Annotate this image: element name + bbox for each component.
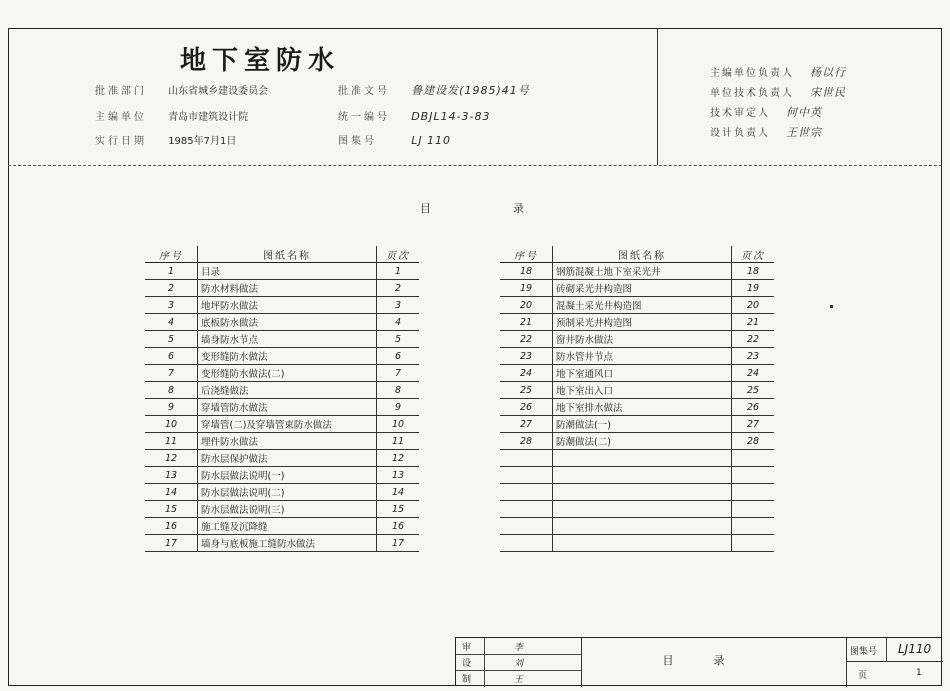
page-cell [846, 662, 943, 687]
toc-no: 28 [500, 433, 553, 450]
toc-no: 17 [145, 535, 198, 552]
toc-page: 16 [377, 518, 420, 535]
toc-page [732, 484, 775, 501]
toc-row [145, 484, 419, 501]
toc-row [145, 518, 419, 535]
toc-name [553, 535, 732, 552]
toc-no: 2 [145, 280, 198, 297]
toc-no: 3 [145, 297, 198, 314]
toc-page: 13 [377, 467, 420, 484]
info-value: 山东省城乡建设委员会 [168, 86, 269, 97]
toc-name: 防潮做法(二) [553, 433, 732, 450]
info-label: 批准文号 [338, 86, 390, 97]
toc-name [553, 484, 732, 501]
toc-name: 穿墙管(二)及穿墙管束防水做法 [198, 416, 377, 433]
toc-row [145, 535, 419, 552]
toc-name: 预制采光井构造图 [553, 314, 732, 331]
header-bottom-line [8, 165, 942, 166]
toc-name: 埋件防水做法 [198, 433, 377, 450]
toc-no: 16 [145, 518, 198, 535]
toc-page: 17 [377, 535, 420, 552]
atlas-label: 图集号 [850, 647, 878, 657]
toc-no: 18 [500, 263, 553, 280]
toc-no: 26 [500, 399, 553, 416]
info-row-atlas-no [338, 132, 451, 147]
toc-row [500, 314, 774, 331]
toc-row [145, 263, 419, 280]
toc-no: 25 [500, 382, 553, 399]
title-block [455, 637, 942, 686]
signature-row [710, 104, 822, 120]
toc-name: 混凝土采光井构造图 [553, 297, 732, 314]
toc-no [500, 501, 553, 518]
info-label: 图集号 [338, 136, 377, 147]
toc-table-left [145, 246, 419, 552]
title-block-row [456, 670, 581, 686]
toc-no: 14 [145, 484, 198, 501]
toc-no: 9 [145, 399, 198, 416]
toc-name: 防潮做法(一) [553, 416, 732, 433]
signature-role: 单位技术负责人 [710, 88, 794, 99]
atlas-title: 地下室防水 [180, 46, 341, 76]
toc-page: 6 [377, 348, 420, 365]
toc-no: 13 [145, 467, 198, 484]
toc-page: 20 [732, 297, 775, 314]
toc-row [500, 348, 774, 365]
signature-role: 技术审定人 [710, 108, 770, 119]
toc-row [500, 535, 774, 552]
toc-no: 11 [145, 433, 198, 450]
toc-row [145, 297, 419, 314]
toc-name: 目录 [198, 263, 377, 280]
toc-no [500, 518, 553, 535]
toc-name: 变形缝防水做法 [198, 348, 377, 365]
toc-name: 墙身与底板施工缝防水做法 [198, 535, 377, 552]
tb-row-label: 制 [462, 675, 472, 685]
tb-vline [484, 638, 485, 687]
toc-page: 25 [732, 382, 775, 399]
toc-page: 8 [377, 382, 420, 399]
signature-name: 何中英 [786, 106, 822, 119]
sheet-title: 目录 [662, 654, 765, 667]
toc-name [553, 518, 732, 535]
toc-row [500, 433, 774, 450]
toc-page: 15 [377, 501, 420, 518]
page-no: 1 [916, 668, 922, 678]
page-label: 页 [858, 671, 868, 681]
toc-no: 15 [145, 501, 198, 518]
title-block-row [456, 638, 581, 655]
toc-no: 22 [500, 331, 553, 348]
toc-row [145, 467, 419, 484]
signature-row [710, 84, 846, 100]
atlas-no: LJ110 [898, 642, 932, 656]
info-label: 主编单位 [95, 112, 147, 123]
info-value: DBJL14-3-83 [411, 110, 491, 123]
toc-page: 22 [732, 331, 775, 348]
toc-no: 27 [500, 416, 553, 433]
col-page: 页次 [732, 246, 775, 263]
col-name: 图纸名称 [198, 246, 377, 263]
toc-no: 19 [500, 280, 553, 297]
toc-page: 2 [377, 280, 420, 297]
info-value: 1985年7月1日 [168, 136, 237, 147]
toc-row [145, 416, 419, 433]
tb-vline [886, 638, 887, 662]
toc-no: 20 [500, 297, 553, 314]
toc-name: 底板防水做法 [198, 314, 377, 331]
toc-no: 4 [145, 314, 198, 331]
toc-row [500, 501, 774, 518]
toc-heading-right: 录 [513, 202, 526, 215]
toc-row [500, 416, 774, 433]
info-row-editor [95, 108, 248, 123]
toc-page: 3 [377, 297, 420, 314]
col-no: 序号 [500, 246, 553, 263]
toc-row [500, 382, 774, 399]
signature-role: 设计负责人 [710, 128, 770, 139]
info-label: 统一编号 [338, 112, 390, 123]
tb-row-label: 设 [462, 659, 472, 669]
info-value: 鲁建设发(1985)41号 [411, 84, 530, 97]
toc-no: 24 [500, 365, 553, 382]
toc-page: 19 [732, 280, 775, 297]
toc-no: 7 [145, 365, 198, 382]
toc-no: 21 [500, 314, 553, 331]
toc-row [500, 484, 774, 501]
toc-page: 7 [377, 365, 420, 382]
toc-row [500, 467, 774, 484]
toc-name: 防水管井节点 [553, 348, 732, 365]
toc-name: 施工缝及沉降缝 [198, 518, 377, 535]
toc-row [145, 365, 419, 382]
info-value: LJ 110 [411, 134, 452, 147]
toc-no [500, 484, 553, 501]
toc-row [500, 365, 774, 382]
toc-row [500, 297, 774, 314]
toc-row [500, 399, 774, 416]
toc-row [500, 280, 774, 297]
atlas-no-cell [846, 638, 943, 662]
col-page: 页次 [377, 246, 420, 263]
toc-page [732, 501, 775, 518]
toc-no: 10 [145, 416, 198, 433]
toc-row [145, 399, 419, 416]
toc-row [145, 433, 419, 450]
signature-row [710, 64, 846, 80]
toc-page [732, 450, 775, 467]
toc-name: 穿墙管防水做法 [198, 399, 377, 416]
toc-row [500, 518, 774, 535]
toc-row [145, 501, 419, 518]
toc-row [500, 331, 774, 348]
toc-name: 地坪防水做法 [198, 297, 377, 314]
toc-row [145, 348, 419, 365]
toc-row [145, 331, 419, 348]
toc-page: 24 [732, 365, 775, 382]
signature-name: 杨以行 [810, 66, 846, 79]
toc-name: 后浇缝做法 [198, 382, 377, 399]
signature-row [710, 124, 822, 140]
toc-row [500, 263, 774, 280]
toc-row [145, 382, 419, 399]
toc-name: 地下室出入口 [553, 382, 732, 399]
toc-page: 5 [377, 331, 420, 348]
toc-row [145, 450, 419, 467]
toc-table-right [500, 246, 774, 552]
header-divider [657, 28, 658, 165]
toc-page: 4 [377, 314, 420, 331]
toc-page: 1 [377, 263, 420, 280]
toc-page: 21 [732, 314, 775, 331]
toc-name: 防水层做法说明(一) [198, 467, 377, 484]
toc-no: 12 [145, 450, 198, 467]
tb-row-name: 刘 [514, 659, 524, 669]
tb-row-label: 审 [462, 643, 472, 653]
tb-row-name: 李 [514, 643, 524, 653]
info-label: 批准部门 [95, 86, 147, 97]
signature-name: 王世宗 [786, 126, 822, 139]
stray-mark [830, 305, 833, 308]
toc-heading-left: 目 [420, 202, 433, 215]
toc-no: 1 [145, 263, 198, 280]
toc-heading [420, 200, 606, 216]
toc-no [500, 467, 553, 484]
col-name: 图纸名称 [553, 246, 732, 263]
signature-name: 宋世民 [810, 86, 846, 99]
toc-row [145, 280, 419, 297]
toc-page: 10 [377, 416, 420, 433]
toc-no: 8 [145, 382, 198, 399]
signature-role: 主编单位负责人 [710, 68, 794, 79]
toc-name: 防水层做法说明(三) [198, 501, 377, 518]
toc-name: 防水层做法说明(二) [198, 484, 377, 501]
toc-page: 18 [732, 263, 775, 280]
toc-no: 5 [145, 331, 198, 348]
toc-page: 28 [732, 433, 775, 450]
toc-no [500, 535, 553, 552]
toc-row [500, 450, 774, 467]
toc-page: 26 [732, 399, 775, 416]
toc-name: 墙身防水节点 [198, 331, 377, 348]
toc-name: 窗井防水做法 [553, 331, 732, 348]
toc-name [553, 450, 732, 467]
toc-no [500, 450, 553, 467]
title-block-row [456, 654, 581, 671]
toc-row [145, 314, 419, 331]
toc-name [553, 467, 732, 484]
toc-page [732, 467, 775, 484]
toc-name: 变形缝防水做法(二) [198, 365, 377, 382]
info-row-date [95, 132, 236, 147]
info-row-approval-dept [95, 82, 268, 97]
toc-name: 防水层保护做法 [198, 450, 377, 467]
toc-name: 地下室排水做法 [553, 399, 732, 416]
toc-page: 14 [377, 484, 420, 501]
info-row-unified-no [338, 108, 491, 123]
toc-name: 钢筋混凝土地下室采光井 [553, 263, 732, 280]
toc-header-row [145, 246, 419, 263]
info-row-doc-no [338, 82, 530, 98]
col-no: 序号 [145, 246, 198, 263]
tb-row-name: 王 [514, 675, 524, 685]
toc-page: 11 [377, 433, 420, 450]
toc-page: 9 [377, 399, 420, 416]
toc-name: 砖砌采光井构造图 [553, 280, 732, 297]
toc-page [732, 518, 775, 535]
toc-header-row [500, 246, 774, 263]
toc-no: 23 [500, 348, 553, 365]
toc-page [732, 535, 775, 552]
toc-no: 6 [145, 348, 198, 365]
info-value: 青岛市建筑设计院 [168, 112, 249, 123]
info-label: 实行日期 [95, 136, 147, 147]
toc-page: 27 [732, 416, 775, 433]
toc-page: 12 [377, 450, 420, 467]
toc-name: 地下室通风口 [553, 365, 732, 382]
toc-name: 防水材料做法 [198, 280, 377, 297]
toc-name [553, 501, 732, 518]
toc-page: 23 [732, 348, 775, 365]
